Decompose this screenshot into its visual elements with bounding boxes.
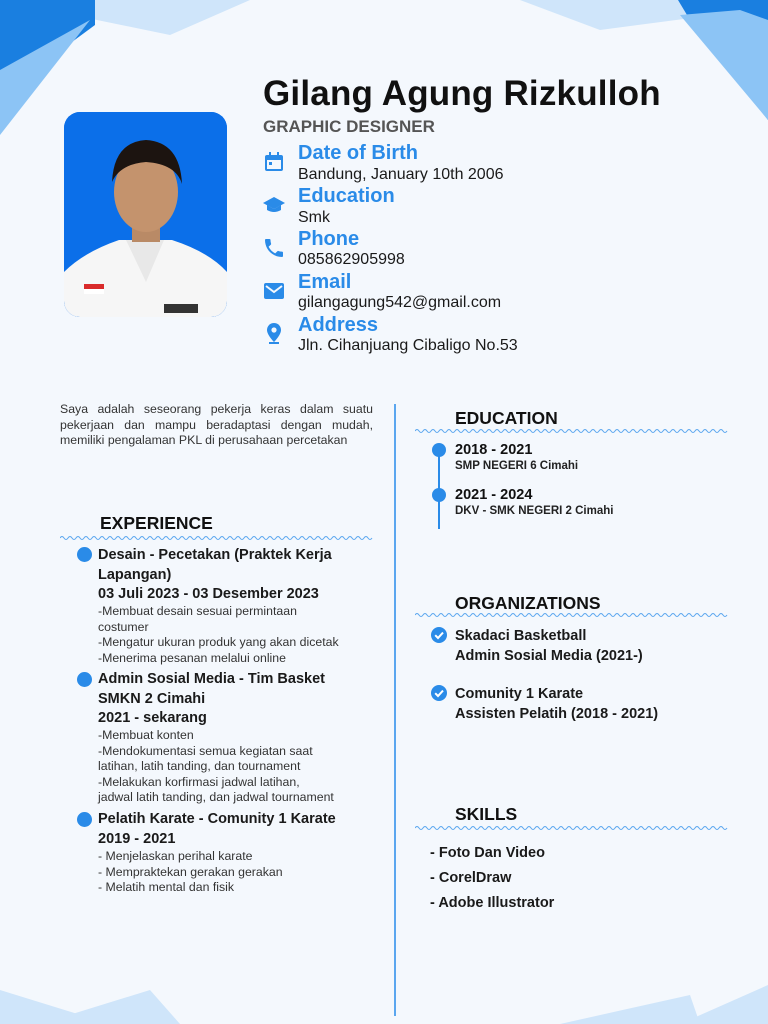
desc-line: -Membuat konten	[98, 728, 194, 742]
desc-line: - Menjelaskan perihal karate	[98, 849, 253, 863]
email-icon	[262, 279, 286, 303]
email-value: gilangagung542@gmail.com	[298, 294, 502, 311]
education-label: Education	[298, 185, 395, 207]
job-title: GRAPHIC DESIGNER	[263, 117, 435, 136]
education-value: Smk	[298, 209, 330, 226]
skill-item: - Adobe Illustrator	[430, 895, 555, 911]
check-circle-icon	[431, 627, 447, 643]
organization-name: Comunity 1 Karate	[455, 686, 584, 702]
dob-label: Date of Birth	[298, 142, 418, 164]
address-label: Address	[298, 314, 379, 336]
education-heading: EDUCATION	[455, 408, 558, 428]
skill-item: - CorelDraw	[430, 870, 512, 886]
timeline-dot	[432, 443, 446, 457]
timeline-dot	[77, 672, 92, 687]
desc-line: - Melatih mental dan fisik	[98, 880, 235, 894]
desc-line: -Mendokumentasi semua kegiatan saat	[98, 743, 313, 758]
education-school: SMP NEGERI 6 Cimahi	[455, 460, 579, 472]
desc-line: -Menerima pesanan melalui online	[98, 650, 286, 665]
experience-title: Desain - Pecetakan (Praktek Kerja Lapangan)	[98, 547, 332, 583]
experience-title: Admin Sosial Media - Tim Basket SMKN 2 Cimahi	[98, 671, 325, 707]
organization-name: Skadaci Basketball	[455, 628, 587, 644]
organization-role: Assisten Pelatih (2018 - 2021)	[455, 706, 659, 722]
education-school: DKV - SMK NEGERI 2 Cimahi	[455, 505, 614, 517]
profile-photo	[64, 112, 227, 317]
timeline-dot	[77, 547, 92, 562]
skill-item: - Foto Dan Video	[430, 845, 545, 861]
skills-underline	[415, 825, 730, 831]
full-name: Gilang Agung Rizkulloh	[263, 74, 661, 113]
phone-label: Phone	[298, 228, 360, 250]
timeline-dot	[77, 812, 92, 827]
location-pin-icon	[262, 321, 286, 345]
education-underline	[415, 428, 730, 434]
skills-heading: SKILLS	[455, 804, 518, 824]
desc-line: - Mempraktekan gerakan gerakan	[98, 864, 283, 879]
experience-desc	[98, 728, 388, 806]
experience-title: Pelatih Karate - Comunity 1 Karate	[98, 811, 336, 827]
check-circle-icon	[431, 685, 447, 701]
email-label: Email	[298, 271, 352, 293]
desc-line: jadwal latih tanding, dan jadwal tournament	[98, 790, 334, 804]
about-text: Saya adalah seseorang pekerja keras dalam suatu pekerjaan dan mampu beradaptasi dengan mudah, memiliki pengalaman PKL di perusahaan percetakan	[60, 402, 373, 447]
phone-icon	[262, 236, 286, 260]
desc-line: -Mengatur ukuran produk yang akan dicetak	[98, 635, 339, 649]
address-value: Jln. Cihanjuang Cibaligo No.53	[298, 337, 518, 354]
desc-line: costumer	[98, 619, 149, 634]
desc-line: latihan, latih tanding, dan tournament	[98, 759, 301, 773]
calendar-icon	[262, 150, 286, 174]
experience-desc	[98, 604, 388, 666]
experience-period: 2021 - sekarang	[98, 710, 207, 726]
organizations-underline	[415, 612, 730, 618]
organization-role: Admin Sosial Media (2021-)	[455, 648, 643, 664]
desc-line: -Melakukan korfirmasi jadwal latihan,	[98, 774, 300, 789]
experience-heading: EXPERIENCE	[100, 513, 213, 533]
column-divider	[394, 404, 396, 1016]
education-year: 2018 - 2021	[455, 442, 533, 458]
experience-desc	[98, 849, 388, 896]
experience-period: 03 Juli 2023 - 03 Desember 2023	[98, 586, 319, 602]
graduation-cap-icon	[262, 194, 286, 218]
education-year: 2021 - 2024	[455, 487, 533, 503]
desc-line: -Membuat desain sesuai permintaan	[98, 604, 297, 618]
experience-period: 2019 - 2021	[98, 831, 176, 847]
timeline-dot	[432, 488, 446, 502]
dob-value: Bandung, January 10th 2006	[298, 166, 504, 183]
experience-underline	[60, 535, 373, 541]
organizations-heading: ORGANIZATIONS	[455, 593, 601, 613]
phone-value: 085862905998	[298, 251, 405, 268]
